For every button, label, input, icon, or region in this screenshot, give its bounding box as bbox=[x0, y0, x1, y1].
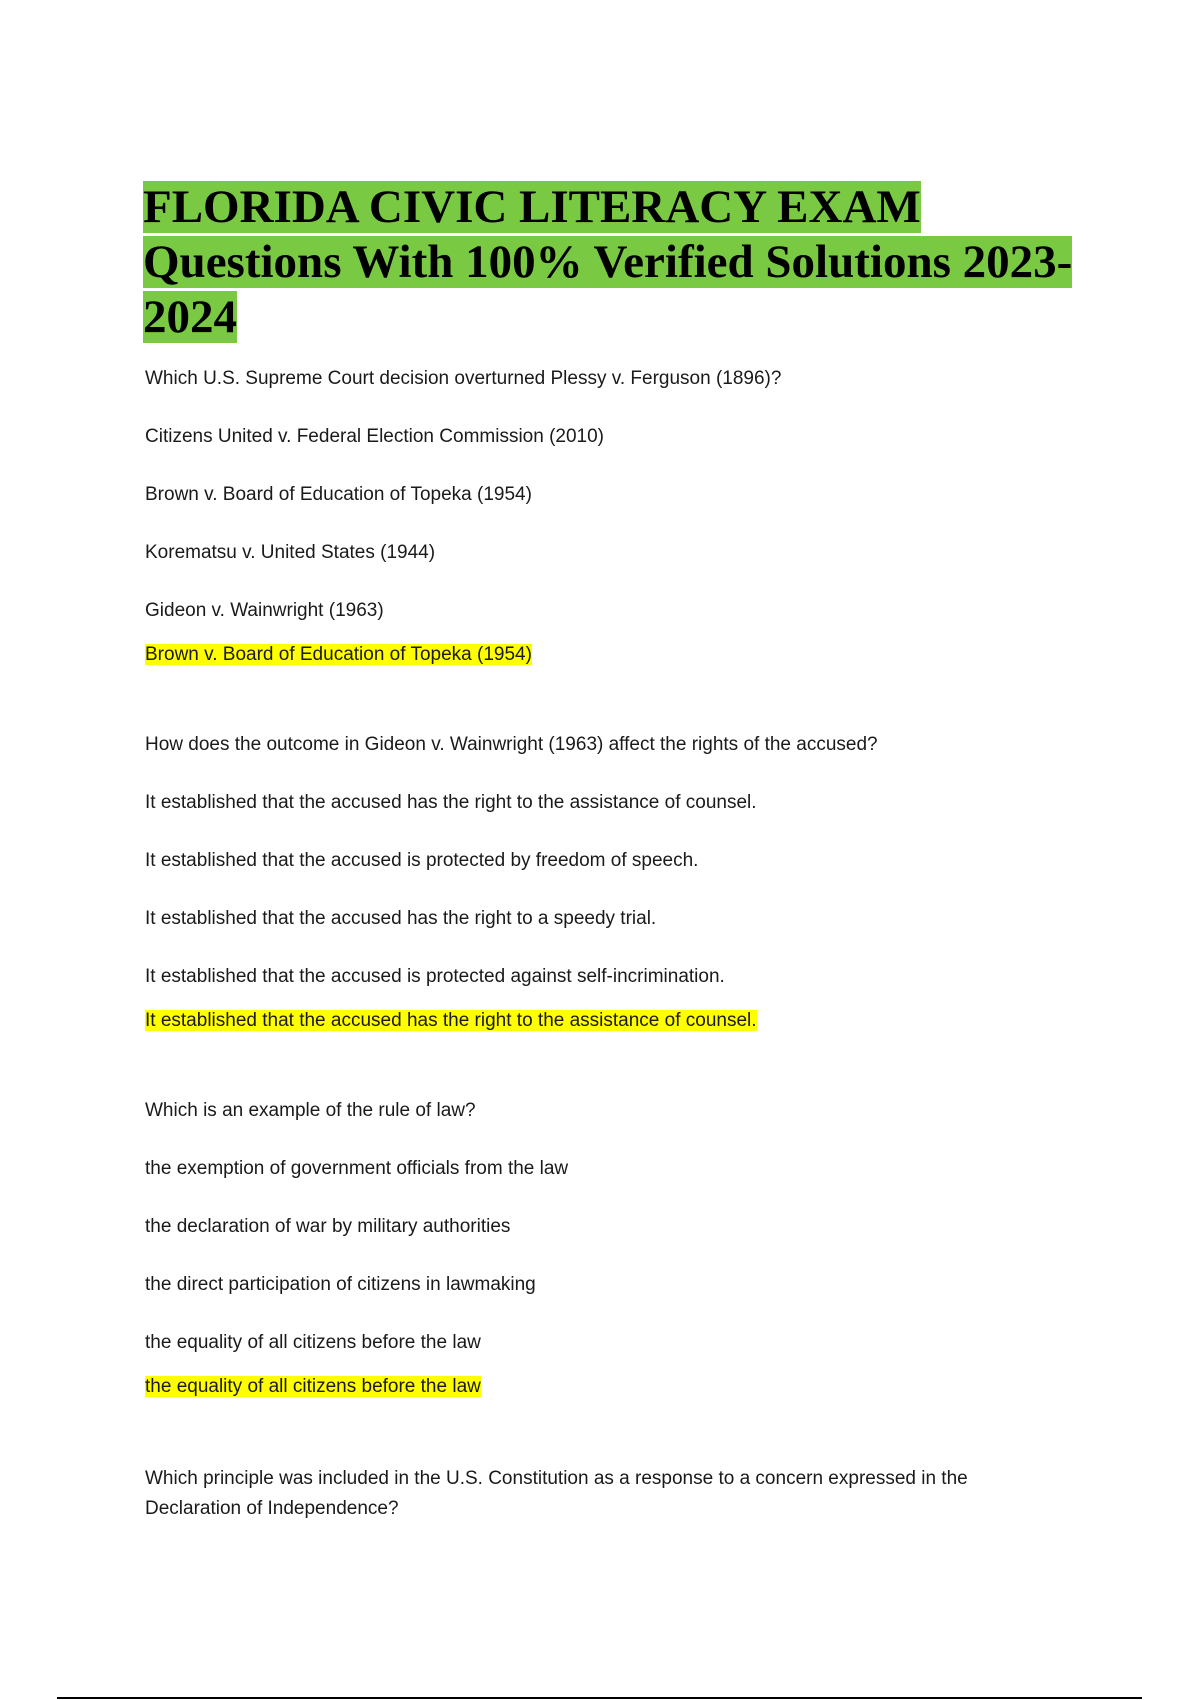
question-block-3 bbox=[145, 1098, 1045, 1400]
answer-option: the equality of all citizens before the law bbox=[145, 1332, 481, 1353]
question-list bbox=[145, 366, 1045, 1556]
answer-option: the declaration of war by military authorities bbox=[145, 1216, 511, 1237]
question-block-1 bbox=[145, 366, 1045, 668]
answer-option: Citizens United v. Federal Election Commission (2010) bbox=[145, 426, 604, 447]
question-block-2 bbox=[145, 732, 1045, 1034]
correct-answer-highlight: Brown v. Board of Education of Topeka (1954) bbox=[145, 644, 532, 665]
title-highlight: FLORIDA CIVIC LITERACY EXAM Questions With 100% Verified Solutions 2023-2024 bbox=[143, 181, 1073, 343]
answer-option: It established that the accused has the right to the assistance of counsel. bbox=[145, 792, 757, 813]
answer-option: Brown v. Board of Education of Topeka (1954) bbox=[145, 484, 532, 505]
answer-option: the exemption of government officials from the law bbox=[145, 1158, 569, 1179]
answer-option: the direct participation of citizens in lawmaking bbox=[145, 1274, 536, 1295]
correct-answer bbox=[145, 1008, 1045, 1034]
answer-option: Gideon v. Wainwright (1963) bbox=[145, 600, 384, 621]
question-text: Which is an example of the rule of law? bbox=[145, 1100, 476, 1121]
question-text: How does the outcome in Gideon v. Wainwright (1963) affect the rights of the accused? bbox=[145, 734, 878, 755]
correct-answer bbox=[145, 642, 1045, 668]
answer-option: Korematsu v. United States (1944) bbox=[145, 542, 436, 563]
answer-option: It established that the accused is protected by freedom of speech. bbox=[145, 850, 699, 871]
question-block-4 bbox=[145, 1464, 1045, 1524]
correct-answer-highlight: the equality of all citizens before the law bbox=[145, 1376, 481, 1397]
question-text: Which principle was included in the U.S. Constitution as a response to a concern expressed in the Declaration of Independence? bbox=[145, 1468, 968, 1519]
answer-option: It established that the accused is protected against self-incrimination. bbox=[145, 966, 725, 987]
question-text: Which U.S. Supreme Court decision overturned Plessy v. Ferguson (1896)? bbox=[145, 368, 782, 389]
correct-answer-highlight: It established that the accused has the right to the assistance of counsel. bbox=[145, 1010, 757, 1031]
correct-answer bbox=[145, 1374, 1045, 1400]
footer-divider bbox=[57, 1697, 1142, 1699]
answer-option: It established that the accused has the right to a speedy trial. bbox=[145, 908, 657, 929]
document-title bbox=[143, 180, 1103, 345]
